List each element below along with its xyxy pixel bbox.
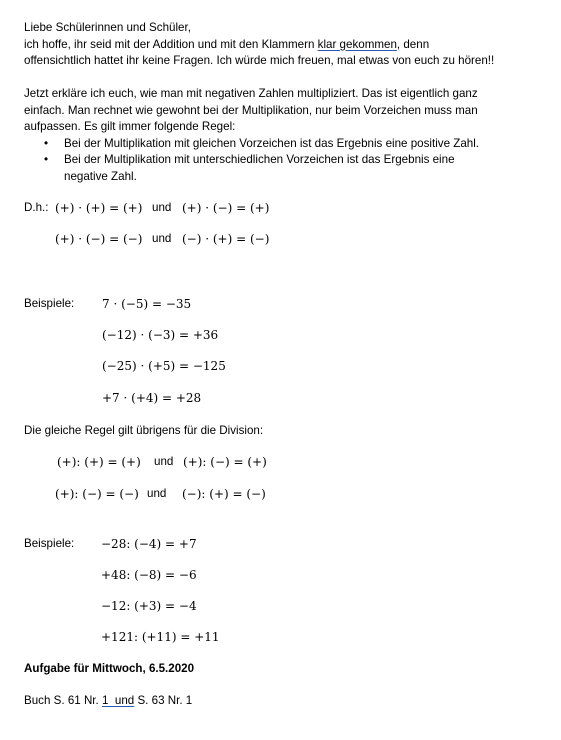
example-item: 7 · (−5) = −35 — [102, 297, 192, 311]
underlined-phrase: klar gekommen — [317, 37, 397, 51]
bullet-icon: • — [44, 136, 49, 150]
explain-line-2: einfach. Man rechnet wie gewohnt bei der Multiplikation, nur beim Vorzeichen muss man — [24, 103, 478, 117]
example-item: +121: (+11) = +11 — [101, 630, 220, 644]
div-rule-1b: (+): (−) = (+) — [183, 455, 267, 469]
division-intro: Die gleiche Regel gilt übrigens für die Division: — [24, 424, 264, 437]
div-rule-2a: (+): (−) = (−) — [55, 487, 139, 501]
and-word: und — [152, 232, 172, 245]
explain-line-1: Jetzt erkläre ich euch, wie man mit negativen Zahlen multipliziert. Das ist eigentlich ganz — [24, 87, 478, 100]
task-line — [24, 693, 192, 709]
mult-rule-1b: (+) · (−) = (+) — [182, 201, 270, 215]
example-item: (−12) · (−3) = +36 — [102, 328, 219, 342]
task-text: Buch S. 61 Nr. — [24, 694, 102, 707]
underlined-phrase: 1 und — [101, 694, 135, 707]
and-word: und — [152, 201, 172, 214]
bullet-text: Bei der Multiplikation mit unterschiedlichen Vorzeichen ist das Ergebnis eine — [64, 153, 455, 166]
mult-rule-2b: (−) · (+) = (−) — [182, 232, 270, 246]
list-item — [24, 136, 539, 153]
greeting: Liebe Schülerinnen und Schüler, — [24, 21, 191, 34]
list-item — [24, 152, 539, 185]
explanation-paragraph — [24, 86, 539, 185]
mult-rule-2a: (+) · (−) = (−) — [55, 232, 143, 246]
example-item: −12: (+3) = −4 — [101, 599, 197, 613]
intro-paragraph — [24, 20, 539, 70]
bullet-icon: • — [44, 153, 49, 166]
explain-line-3: aufpassen. Es gilt immer folgende Regel: — [24, 120, 236, 133]
example-item: −28: (−4) = +7 — [101, 537, 197, 551]
intro-line-3: offensichtlich hattet ihr keine Fragen. Ich würde mich freuen, mal etwas von euch zu hören!! — [24, 54, 495, 67]
rule-list — [24, 136, 539, 186]
example-item: +48: (−8) = −6 — [101, 568, 197, 582]
intro-line-2 — [24, 37, 539, 54]
mult-rule-1a: (+) · (+) = (+) — [55, 201, 143, 215]
task-heading: Aufgabe für Mittwoch, 6.5.2020 — [24, 662, 195, 675]
and-word: und — [154, 455, 174, 468]
bullet-text: Bei der Multiplikation mit gleichen Vorzeichen ist das Ergebnis eine positive Zahl. — [64, 136, 480, 150]
div-rule-1a: (+): (+) = (+) — [57, 455, 141, 469]
examples-label: Beispiele: — [24, 537, 75, 550]
and-word: und — [147, 487, 167, 500]
rules-prefix: D.h.: — [24, 201, 49, 214]
example-item: (−25) · (+5) = −125 — [102, 359, 226, 373]
examples-label: Beispiele: — [24, 297, 75, 310]
example-item: +7 · (+4) = +28 — [102, 391, 202, 405]
bullet-text: negative Zahl. — [64, 169, 137, 183]
task-text: S. 63 Nr. 1 — [134, 694, 193, 707]
div-rule-2b: (−): (+) = (−) — [182, 487, 266, 501]
intro-text: , denn — [396, 37, 430, 51]
intro-text: ich hoffe, ihr seid mit der Addition und mit den Klammern — [24, 37, 318, 51]
